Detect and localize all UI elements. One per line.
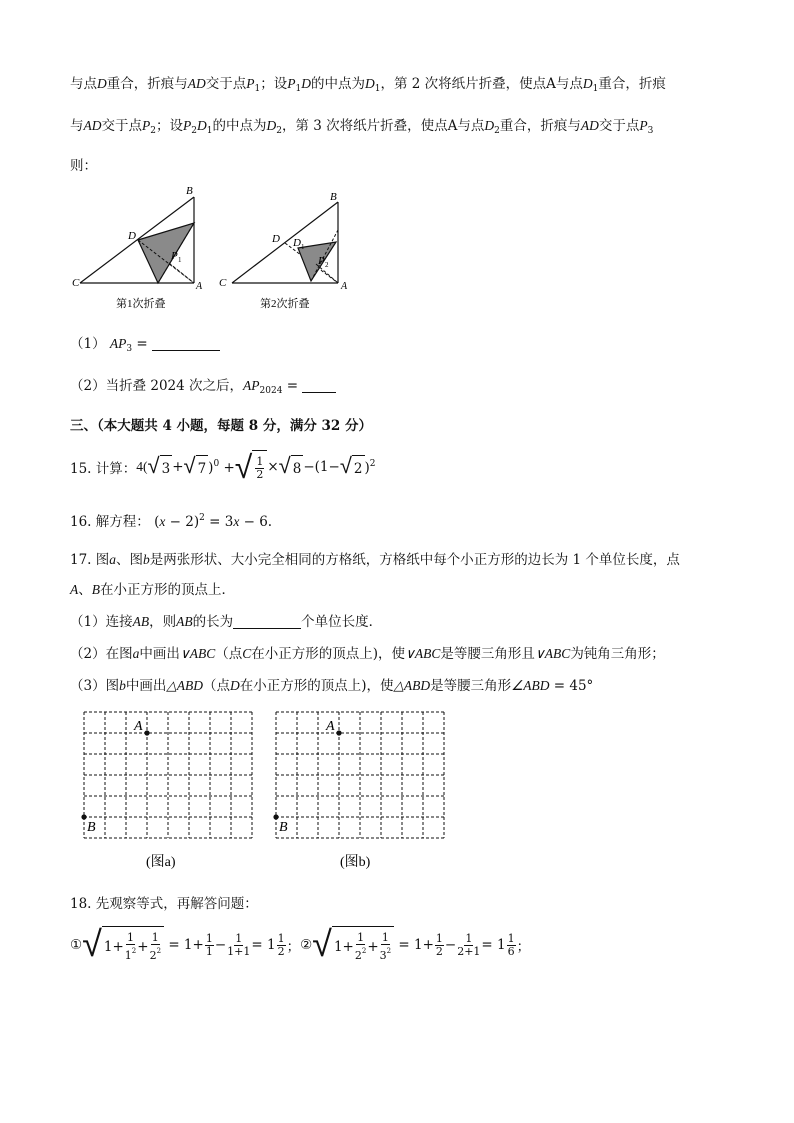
text: ；设 [260, 76, 288, 92]
var-AD: AD [187, 76, 206, 91]
subscript: 2024 [259, 386, 283, 396]
point-B [273, 814, 278, 819]
point-label-A: A [326, 719, 335, 734]
text: （3）图 [70, 678, 120, 694]
subscript: 3 [647, 126, 654, 136]
answer-blank[interactable] [233, 614, 301, 629]
equation: $(x - 2)^2 = 3x - 6$ [154, 513, 268, 530]
text: （点 [215, 646, 243, 662]
var-AP: AP [243, 378, 260, 393]
problem14-line2 [70, 114, 653, 136]
question-18-identities: ① √ 1+ $\frac{1}{1^2}$ + $\frac{1}{2^2}$ = 1+ $\frac{1}{1}$ − $\frac{1}{1+1}$ = 1 $\frac{1}{2}$ ； ② √ 1+ $\frac{1}{2^2}$ + $\frac{1}{3^2}$ = 1+ $\frac{1}{2}$ − $\frac{1}{2+1}$ = 1 $\frac{1}{6}$ ； [70, 924, 531, 965]
var-A: A [447, 118, 458, 134]
math-op: + [172, 459, 184, 475]
question-17-line1: 17. 图a、图b是两张形状、大小完全相同的方格纸，方格纸中每个小正方形的边长为 1 个单位长度，点 [70, 552, 680, 568]
var-AP: AP [109, 336, 127, 351]
label-C: C [219, 277, 227, 289]
point-B [81, 814, 86, 819]
text: （点 [202, 678, 230, 694]
subscript: 2 [494, 126, 500, 136]
text: = [136, 336, 148, 352]
figure-fold-2 [219, 191, 348, 310]
subscript: 1 [374, 84, 381, 94]
text: ① [70, 937, 83, 953]
question-15 [70, 450, 376, 484]
sqrt: √ $\frac{1}{2}$ [235, 450, 268, 484]
text: （1） [70, 336, 106, 352]
problem14-line1 [70, 72, 666, 94]
label-A: A [341, 281, 348, 292]
text: ，第 3 次将纸片折叠，使点 [281, 118, 448, 134]
var-D: D [582, 76, 593, 91]
sqrt: √ 8 [278, 454, 302, 479]
subscript: 2 [276, 126, 282, 136]
text: 与点 [457, 118, 485, 134]
text: 为钝角三角形； [570, 646, 665, 662]
label-P2: P [318, 255, 325, 267]
subscript: 1 [592, 84, 599, 94]
sqrt: √ 7 [183, 454, 207, 479]
figure-fold-1 [72, 185, 203, 310]
text: 15. 计算： [70, 461, 137, 477]
math-expr: )$^2$ [364, 458, 376, 476]
subscript: 2 [191, 126, 197, 136]
math-op: × [267, 459, 279, 475]
subscript: 1 [254, 84, 261, 94]
fold-figures [66, 180, 366, 315]
label-sub-2: 2 [325, 261, 329, 269]
subscript: 1 [206, 126, 213, 136]
text: ② [300, 937, 313, 953]
text: = [286, 378, 299, 394]
answer-blank[interactable] [152, 336, 220, 351]
math-expr: 4( [136, 459, 148, 474]
question-17-part2: （2）在图a中画出∨ABC（点C在小正方形的顶点上)，使∨ABC是等腰三角形且∨ABC为钝角三角形； [70, 646, 665, 662]
answer-blank[interactable] [302, 378, 336, 393]
var-D: D [301, 76, 311, 91]
text: . [267, 514, 273, 530]
label-D1: D [293, 237, 301, 249]
label-C: C [72, 277, 80, 289]
point-A [336, 730, 341, 735]
text: （2）在图 [70, 646, 133, 662]
text: 在小正方形的顶点上)，使 [251, 646, 406, 662]
caption-fold-2: 第2次折叠 [260, 298, 310, 310]
text: 中画出 [125, 678, 167, 694]
var-A: A [546, 76, 556, 92]
subscript: 1 [295, 84, 302, 94]
text: 在小正方形的顶点上． [100, 582, 235, 598]
sqrt: √ 1+ $\frac{1}{1^2}$ + $\frac{1}{2^2}$ [82, 926, 164, 964]
question-16 [70, 510, 272, 530]
problem14-q2 [70, 374, 336, 396]
var-AD: AD [580, 118, 599, 133]
var-D: D [484, 118, 495, 133]
point-label-B: B [87, 820, 96, 835]
caption-fold-1: 第1次折叠 [116, 298, 166, 310]
var-AD: AD [83, 118, 102, 133]
text: 的长为 [192, 614, 234, 630]
text: 重合，折痕与 [106, 76, 188, 92]
text: 重合，折痕与 [499, 118, 581, 134]
text: 重合，折痕 [598, 76, 666, 92]
text: 是两张形状、大小完全相同的方格纸，方格纸中每个小正方形的边长为 1 个单位长度，点 [149, 552, 680, 568]
label-B: B [330, 191, 337, 203]
text: 的中点为 [212, 118, 267, 134]
point-label-B: B [279, 820, 288, 835]
text: 中画出 [139, 646, 180, 662]
problem14-line3: 则： [70, 158, 97, 174]
grid-a [81, 712, 252, 838]
var-P: P [639, 118, 648, 133]
text: 在小正方形的顶点上)，使 [239, 678, 394, 694]
label-A: A [196, 281, 203, 292]
question-17-line2: A、B在小正方形的顶点上． [70, 582, 235, 598]
var-P: P [246, 76, 255, 91]
question-17-part1: （1）连接AB，则AB的长为 个单位长度． [70, 614, 383, 630]
var-P: P [142, 118, 151, 133]
sqrt: √ 1+ $\frac{1}{2^2}$ + $\frac{1}{3^2}$ [312, 926, 394, 964]
text: 17. 图 [70, 552, 110, 568]
text: 16. 解方程： [70, 514, 150, 530]
text: ；设 [155, 118, 183, 134]
section-heading: 三、（本大题共 4 小题，每题 8 分，满分 32 分） [70, 418, 373, 434]
text: 是等腰三角形 [430, 678, 512, 694]
grid-a-caption: (图a) [146, 855, 176, 870]
label-D: D [272, 233, 280, 245]
var-D: D [97, 76, 107, 91]
math-expr: −(1− [303, 459, 340, 475]
label-B: B [186, 185, 193, 197]
sqrt: √ 2 [339, 454, 363, 479]
var-P: P [182, 118, 192, 133]
text: ，第 2 次将纸片折叠，使点 [380, 76, 547, 92]
label-sub-1: 1 [178, 256, 182, 264]
text: （2）当折叠 2024 次之后， [70, 378, 244, 394]
grid-b [273, 712, 444, 838]
text: 交于点 [205, 76, 247, 92]
label-P: P [171, 250, 178, 262]
point-A [144, 730, 149, 735]
grid-b-caption: (图b) [340, 855, 371, 870]
text: 与 [70, 118, 84, 134]
var-D: D [364, 76, 375, 91]
sqrt: √ 3 [147, 454, 171, 479]
question-17-part3: （3）图b中画出△ABD（点D在小正方形的顶点上)，使△ABD是等腰三角形∠ABD = 45° [70, 678, 594, 694]
text: 交于点 [598, 118, 640, 134]
text: 个单位长度． [301, 614, 383, 630]
point-label-A: A [134, 719, 143, 734]
text: 的中点为 [310, 76, 365, 92]
label-D: D [128, 230, 136, 242]
text: 与点 [70, 76, 97, 92]
problem14-q1 [70, 332, 220, 354]
question-18: 18. 先观察等式，再解答问题： [70, 896, 258, 912]
label-sub-1: 1 [301, 243, 305, 251]
math-expr: )$^0$ + [208, 458, 235, 476]
grid-figures [78, 708, 458, 878]
text: ，则 [149, 614, 177, 630]
subscript: 2 [150, 126, 156, 136]
text: 、图 [116, 552, 144, 568]
text: 是等腰三角形且 [440, 646, 535, 662]
text: （1）连接 [70, 614, 133, 630]
text: 交于点 [101, 118, 142, 134]
subscript: 3 [126, 344, 133, 354]
var-P: P [287, 76, 296, 91]
var-D: D [266, 118, 277, 133]
text: 与点 [555, 76, 583, 92]
var-D: D [196, 118, 207, 133]
